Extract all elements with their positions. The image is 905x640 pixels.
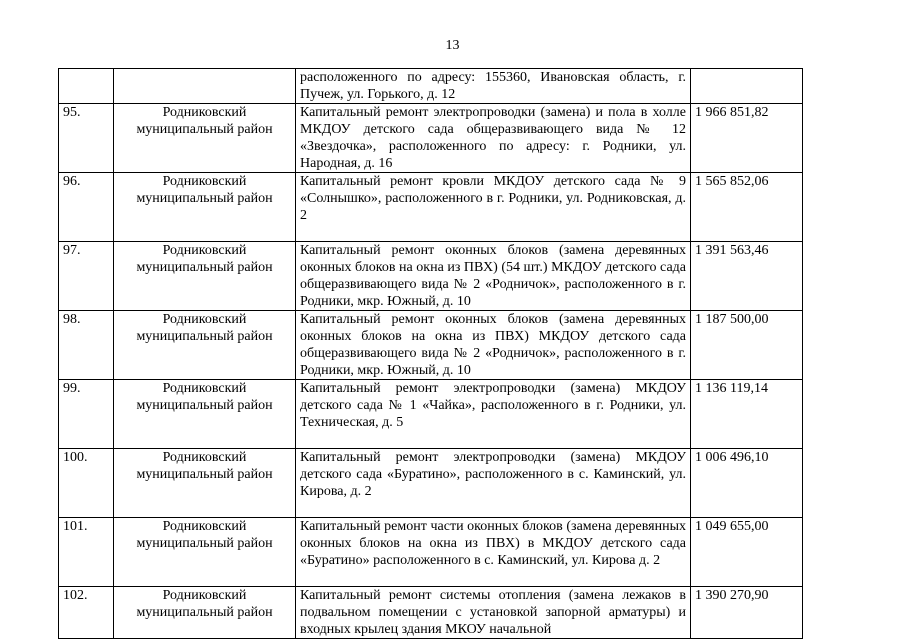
row-number: 97. <box>59 242 114 311</box>
row-amount: 1 187 500,00 <box>691 311 803 380</box>
row-description: Капитальный ремонт оконных блоков (замена деревянных оконных блоков на окна из ПВХ) (54 шт.) МКДОУ детского сада общеразвивающего вида № 2 «Родничок», расположенного в г. Родники, мкр. Южный, д. 10 <box>296 242 691 311</box>
row-district: Родниковский муниципальный район <box>114 311 296 380</box>
row-amount: 1 391 563,46 <box>691 242 803 311</box>
row-district: Родниковский муниципальный район <box>114 518 296 587</box>
table-row <box>59 311 803 380</box>
row-district <box>114 69 296 104</box>
table-row-continuation <box>59 69 803 104</box>
row-district: Родниковский муниципальный район <box>114 380 296 449</box>
row-amount: 1 565 852,06 <box>691 173 803 242</box>
row-description: расположенного по адресу: 155360, Ивановская область, г. Пучеж, ул. Горького, д. 12 <box>296 69 691 104</box>
table-row <box>59 380 803 449</box>
row-amount: 1 966 851,82 <box>691 104 803 173</box>
table-row <box>59 242 803 311</box>
table-row <box>59 587 803 639</box>
row-number: 99. <box>59 380 114 449</box>
row-number: 100. <box>59 449 114 518</box>
row-amount: 1 006 496,10 <box>691 449 803 518</box>
row-number: 101. <box>59 518 114 587</box>
table-row <box>59 518 803 587</box>
row-district: Родниковский муниципальный район <box>114 173 296 242</box>
row-description: Капитальный ремонт электропроводки (замена) МКДОУ детского сада № 1 «Чайка», расположенного в г. Родники, ул. Техническая, д. 5 <box>296 380 691 449</box>
row-district: Родниковский муниципальный район <box>114 104 296 173</box>
row-number <box>59 69 114 104</box>
table-row <box>59 104 803 173</box>
row-description: Капитальный ремонт системы отопления (замена лежаков в подвальном помещении с установкой запорной арматуры) и входных крылец здания МКОУ начальной <box>296 587 691 639</box>
row-description: Капитальный ремонт кровли МКДОУ детского сада № 9 «Солнышко», расположенного в г. Родники, ул. Родниковская, д. 2 <box>296 173 691 242</box>
row-amount: 1 136 119,14 <box>691 380 803 449</box>
row-district: Родниковский муниципальный район <box>114 449 296 518</box>
row-district: Родниковский муниципальный район <box>114 242 296 311</box>
row-district: Родниковский муниципальный район <box>114 587 296 639</box>
budget-table <box>58 68 803 639</box>
table-row <box>59 449 803 518</box>
row-amount: 1 390 270,90 <box>691 587 803 639</box>
row-number: 102. <box>59 587 114 639</box>
table-row <box>59 173 803 242</box>
row-amount <box>691 69 803 104</box>
row-number: 95. <box>59 104 114 173</box>
row-description: Капитальный ремонт электропроводки (замена) МКДОУ детского сада «Буратино», расположенного в с. Каминский, ул. Кирова, д. 2 <box>296 449 691 518</box>
row-number: 98. <box>59 311 114 380</box>
row-description: Капитальный ремонт оконных блоков (замена деревянных оконных блоков на окна из ПВХ) МКДОУ детского сада общеразвивающего вида № 2 «Родничок», расположенного в г. Родники, мкр. Южный, д. 10 <box>296 311 691 380</box>
row-description: Капитальный ремонт части оконных блоков (замена деревянных оконных блоков на окна из ПВХ) в МКДОУ детского сада «Буратино» расположенного в с. Каминский, ул. Кирова д. 2 <box>296 518 691 587</box>
page-number: 13 <box>445 38 460 53</box>
row-number: 96. <box>59 173 114 242</box>
row-amount: 1 049 655,00 <box>691 518 803 587</box>
row-description: Капитальный ремонт электропроводки (замена) и пола в холле МКДОУ детского сада общеразвивающего вида № 12 «Звездочка», расположенного по адресу: г. Родники, ул. Народная, д. 16 <box>296 104 691 173</box>
